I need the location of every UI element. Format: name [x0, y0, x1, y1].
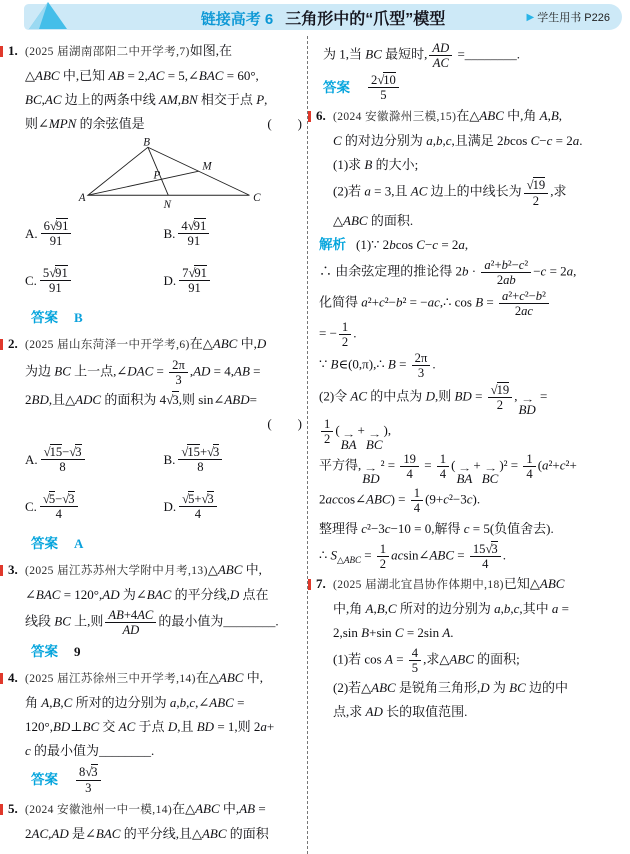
problem-number: 3. — [8, 562, 18, 578]
problem-line: (1)若 cos A = $\frac{4}{5}$ ,求△ABC 的面积; — [333, 645, 520, 675]
answer-label: 答案 — [31, 536, 58, 552]
solution-line: 化简得 a²+c²−b² = −ac,∴ cos B = $\frac{\text{a²+c²−b²}}{2ac}$ — [319, 288, 626, 319]
vertex-label-n: N — [163, 199, 172, 210]
option-b: B. $\frac{√15+√3}{8}$ — [164, 436, 303, 483]
choice-parens: ( ) — [267, 416, 302, 432]
problem-line: △ABC 中,已知 AB = 2,AC = 5,∠BAC = 60°, — [25, 68, 259, 83]
vertex-label-c: C — [253, 191, 261, 204]
solution-line: 2accos∠ABC) = $\frac{1}{4}$ (9+c²−3c). — [319, 486, 481, 516]
column-left — [0, 36, 307, 854]
problem-number: 4. — [8, 670, 18, 686]
vertex-label-b: B — [143, 138, 151, 149]
answer-row — [31, 305, 302, 331]
answer-row — [31, 639, 302, 665]
solution-block — [317, 233, 626, 572]
problem-line: (2025 届湖北宜昌协作体期中,18)已知△ABC — [333, 575, 565, 591]
option-a: A. $\frac{√15-√3}{8}$ — [25, 436, 164, 483]
problem-line: C 的对边分别为 a,b,c,且满足 2bcos C−c = 2a. — [333, 133, 583, 149]
option-a: A. $\frac{6√91}{91}$ — [25, 210, 164, 257]
triangle-logo-icon — [28, 1, 68, 30]
problem-4 — [9, 666, 302, 795]
answer-value: 9 — [74, 644, 81, 660]
answer-row — [323, 72, 626, 103]
problem-line: 线段 BC 上,则 $\frac{AB+4AC}{AD}$ 的最小值为________. — [25, 608, 279, 638]
choice-parens: ( ) — [267, 116, 302, 131]
solution-line: 整理得 c²−3c−10 = 0,解得 c = 5(负值舍去). — [319, 520, 554, 536]
student-book-ref — [527, 4, 610, 30]
column-right — [307, 36, 630, 854]
problem-line: (2025 届湖南邵阳二中开学考,7)如图,在 — [25, 43, 233, 58]
vertex-label-p: P — [153, 169, 161, 182]
problem-number: 2. — [8, 336, 18, 351]
problem-number: 5. — [8, 800, 18, 816]
problem-line: 角 A,B,C 所对的边分别为 a,b,c,∠ABC = — [25, 695, 245, 711]
problem-number: 6. — [316, 108, 326, 124]
header-banner — [24, 4, 622, 30]
solution-line: 解析 (1)∵ 2bcos C−c = 2a, — [319, 236, 469, 252]
answer-row — [31, 764, 302, 795]
solution-line: ∴ $S_{\triangle ABC}$ = $\frac{1}{2}$ acsin∠ABC = $\frac{15√3}{4}$ . — [319, 541, 506, 571]
option-b: B. $\frac{4√91}{91}$ — [164, 210, 303, 257]
source-citation: (2025 届江苏苏州大学附中月考,13) — [25, 565, 208, 578]
problem-number: 1. — [8, 43, 18, 58]
problem-line: 2AC,AD 是∠BAC 的平分线,且△ABC 的面积 — [25, 825, 269, 841]
answer-label: 答案 — [323, 79, 350, 95]
option-d: D. $\frac{√5+√3}{4}$ — [164, 483, 303, 530]
problem-line: (2024 安徽池州一中一模,14)在△ABC 中,AB = — [25, 800, 266, 816]
red-margin-mark — [308, 579, 311, 590]
problem-line: (2025 届江苏苏州大学附中月考,13)△ABC 中, — [25, 562, 262, 578]
solution-line: = − $\frac{1}{2}$ . — [319, 320, 357, 350]
red-margin-mark — [0, 339, 3, 350]
answer-value: $\frac{8√3}{3}$ — [74, 764, 103, 795]
option-c: C. $\frac{5√91}{91}$ — [25, 257, 164, 304]
source-citation: (2025 届湖南邵阳二中开学考,7) — [25, 46, 190, 58]
figure-triangle — [71, 138, 302, 210]
section-badge: 链接高考 6 — [200, 10, 274, 28]
problem-line: 2BD,且△ADC 的面积为 4√3,则 sin∠ABD= — [25, 392, 257, 408]
problem-line: (2025 届江苏徐州三中开学考,14)在△ABC 中, — [25, 670, 263, 686]
solution-line: ∵ B∈(0,π),∴ B = $\frac{2\pi}{3}$ . — [319, 351, 436, 381]
problem-line: ∠BAC = 120°,AD 为∠BAC 的平分线,D 点在 — [25, 587, 269, 603]
choices — [25, 436, 302, 530]
option-d: D. $\frac{7√91}{91}$ — [164, 257, 303, 304]
choices — [25, 210, 302, 304]
problem-number: 7. — [316, 575, 326, 591]
problem-line: BC,AC 边上的两条中线 AM,BN 相交于点 P, — [25, 92, 268, 107]
vertex-label-m: M — [202, 160, 212, 173]
red-margin-mark — [0, 673, 3, 684]
source-citation: (2025 届江苏徐州三中开学考,14) — [25, 673, 196, 686]
answer-value: B — [74, 310, 83, 325]
problem-line: 2,sin B+sin C = 2sin A. — [333, 624, 454, 640]
source-citation: (2024 安徽滁州三模,15) — [333, 111, 457, 124]
source-citation: (2024 安徽池州一中一模,14) — [25, 803, 173, 816]
analysis-label: 解析 — [319, 236, 346, 252]
solution-line: $\frac{1}{2}$ ( → BA + → BC ), — [319, 416, 626, 451]
red-margin-mark — [0, 804, 3, 815]
source-citation: (2025 届湖北宜昌协作体期中,18) — [333, 578, 504, 591]
answer-value: $\frac{2√10}{5}$ — [366, 72, 401, 103]
problem-line: 则∠MPN 的余弦值是 ( ) — [25, 112, 302, 136]
problem-line: △ABC 的面积. — [333, 212, 414, 228]
problem-line: c 的最小值为________. — [25, 743, 155, 759]
answer-label: 答案 — [31, 310, 58, 325]
problem-line: 120°,BD⊥BC 交 AC 于点 D,且 BD = 1,则 2a+ — [25, 719, 275, 735]
vertex-label-a: A — [78, 191, 86, 204]
red-margin-mark — [0, 565, 3, 576]
problem-5 — [9, 797, 302, 846]
problem-line: (2)若 a = 3,且 AC 边上的中线长为 $\frac{√19}{2}$ ,求 — [333, 178, 567, 208]
page-title: 三角形中的“爪型”模型 — [285, 10, 446, 28]
problem-3 — [9, 558, 302, 665]
problem-line: (1)求 B 的大小; — [333, 157, 419, 173]
source-citation: (2025 届山东菏泽一中开学考,6) — [25, 339, 190, 351]
chevron-right-icon: ▶ — [526, 11, 535, 23]
problem-line: (2024 安徽滁州三模,15)在△ABC 中,角 A,B, — [333, 108, 563, 124]
answer-label: 答案 — [31, 644, 58, 660]
solution-line: 平方得, → BD ² = $\frac{19}{4}$ = $\frac{1}{4}$ ( → BA + → BC )² = $\frac{1}{4}$ (a²+c²+ — [319, 451, 577, 487]
answer-row — [31, 531, 302, 557]
student-book-ref-text: 学生用书 P226 — [537, 12, 610, 24]
problem-line: (2)若△ABC 是锐角三角形,D 为 BC 边的中 — [333, 679, 569, 695]
problem-line: (2025 届山东菏泽一中开学考,6)在△ABC 中,D — [25, 336, 267, 351]
red-margin-mark — [0, 46, 3, 57]
red-margin-mark — [308, 111, 311, 122]
answer-label: 答案 — [31, 772, 58, 788]
problem-2 — [9, 332, 302, 557]
problem-6 — [317, 104, 626, 232]
option-c: C. $\frac{√5-√3}{4}$ — [25, 483, 164, 530]
solution-line: ∴ 由余弦定理的推论得 2b · $\frac{\text{a²+b²−c²}}{2ab}$ −c = 2a, — [319, 257, 577, 287]
answer-value: A — [74, 536, 84, 552]
problem-5-continued — [317, 40, 626, 103]
problem-1 — [9, 39, 302, 331]
solution-line: (2)令 AC 的中点为 D,则 BD = $\frac{√19}{2}$ , → BD = — [319, 382, 548, 418]
problem-line: 中,角 A,B,C 所对的边分别为 a,b,c,其中 a = — [333, 600, 569, 616]
problem-line: 点,求 AD 长的取值范围. — [333, 703, 468, 719]
problem-line: 为边 BC 上一点,∠DAC = $\frac{2\pi}{3}$ ,AD = 4,AB = — [25, 358, 261, 388]
problem-line: 为 1,当 BC 最短时, $\frac{AD}{AC}$ =________. — [323, 41, 521, 71]
problem-7 — [317, 572, 626, 724]
